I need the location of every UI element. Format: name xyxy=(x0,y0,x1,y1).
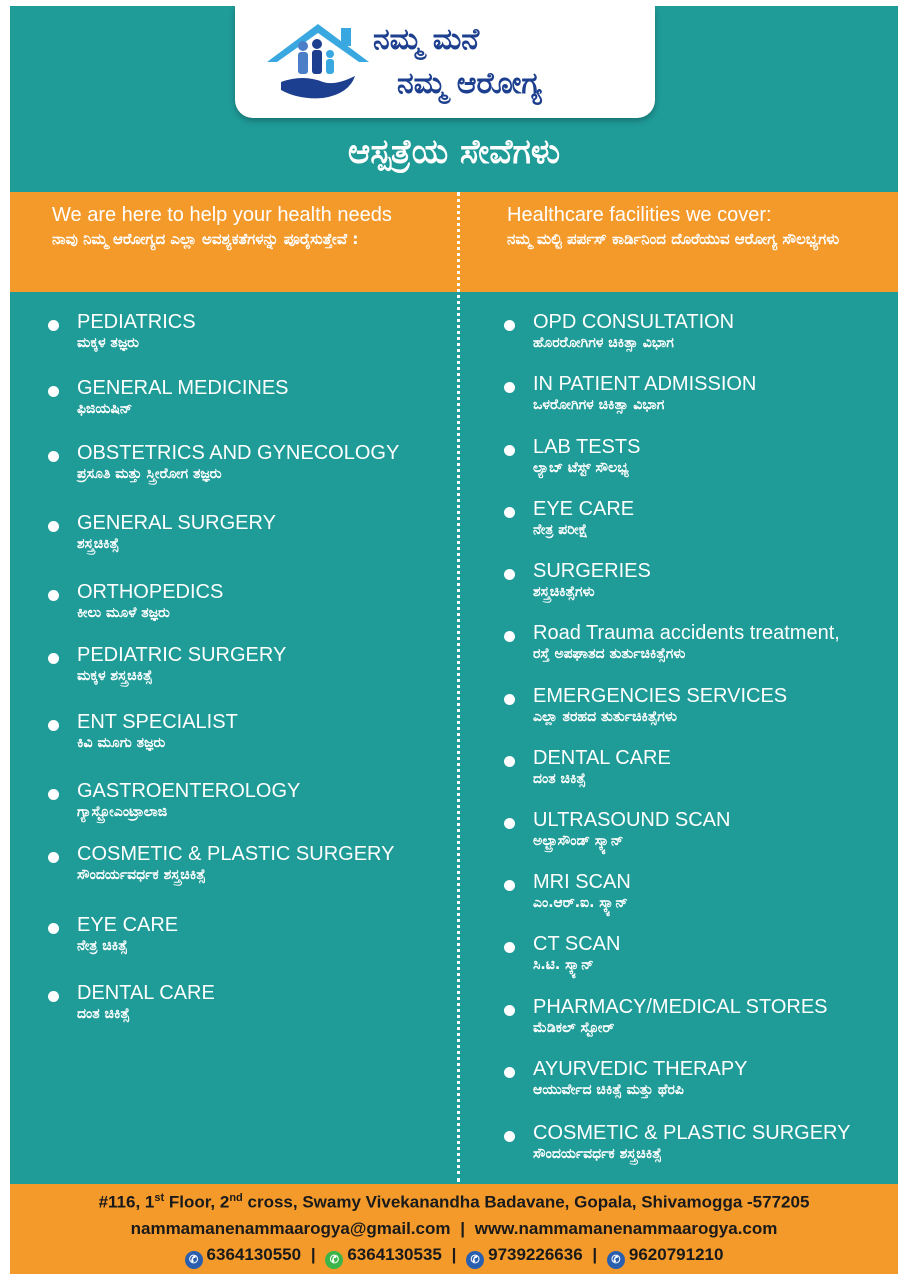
service-name: COSMETIC & PLASTIC SURGERY xyxy=(533,1122,851,1144)
service-name-kn: ಫಿಜಿಯಷಿನ್ xyxy=(77,401,133,417)
service-name-kn: ಒಳರೋಗಿಗಳ ಚಿಕಿತ್ಸಾ ವಿಭಾಗ xyxy=(533,397,665,413)
separator: | xyxy=(451,1245,457,1264)
service-name-kn: ನೇತ್ರ ಚಿಕಿತ್ಸೆ xyxy=(77,938,128,954)
service-name-kn: ಮಕ್ಕಳ ಶಸ್ತ್ರಚಿಕಿತ್ಸೆ xyxy=(77,668,153,684)
address-sup: nd xyxy=(229,1192,243,1204)
service-name: DENTAL CARE xyxy=(77,982,215,1004)
bullet-icon xyxy=(48,653,59,664)
intro-band xyxy=(10,192,898,292)
footer xyxy=(10,1184,898,1274)
address-sup: st xyxy=(154,1192,165,1204)
service-name: OBSTETRICS AND GYNECOLOGY xyxy=(77,442,400,464)
bullet-icon xyxy=(48,852,59,863)
intro-left-kn: ನಾವು ನಿಮ್ಮ ಆರೋಗ್ಯದ ಎಲ್ಲಾ ಅವಶ್ಯಕತೆಗಳನ್ನು ಪೂರೈಸುತ್ತೇವೆ : xyxy=(52,230,359,248)
phone-icon: ✆ xyxy=(607,1251,625,1269)
service-name-kn: ಎಂ.ಆರ್.ಐ. ಸ್ಕ್ಯಾನ್ xyxy=(533,895,628,911)
service-name-kn: ಸೌಂದರ್ಯವರ್ಧಕ ಶಸ್ತ್ರಚಿಕಿತ್ಸೆ xyxy=(77,867,206,883)
service-name: EYE CARE xyxy=(77,914,179,936)
bullet-icon xyxy=(48,320,59,331)
bullet-icon xyxy=(48,789,59,800)
bullet-icon xyxy=(504,569,515,580)
intro-right-kn: ನಮ್ಮ ಮಲ್ಟಿ ಪರ್ಪಸ್ ಕಾರ್ಡಿನಿಂದ ದೊರೆಯುವ ಆರೋಗ್ಯ ಸೌಲಭ್ಯಗಳು xyxy=(507,230,840,248)
intro-left xyxy=(52,204,452,251)
phone-line xyxy=(10,1245,898,1269)
logo-text-line2: ನಮ್ಮ ಆರೋಗ್ಯ xyxy=(397,66,542,101)
service-name: AYURVEDIC THERAPY xyxy=(533,1058,748,1080)
bullet-icon xyxy=(504,880,515,891)
intro-right xyxy=(507,204,887,251)
bullet-icon xyxy=(504,694,515,705)
contact-line xyxy=(10,1219,898,1239)
bullet-icon xyxy=(504,445,515,456)
bullet-icon xyxy=(504,320,515,331)
service-name-kn: ಅಲ್ಟ್ರಾಸೌಂಡ್ ಸ್ಕ್ಯಾನ್ xyxy=(533,833,624,849)
bullet-icon xyxy=(504,1005,515,1016)
service-name: PEDIATRIC SURGERY xyxy=(77,644,287,666)
service-name-kn: ದಂತ ಚಿಕಿತ್ಸೆ xyxy=(77,1006,130,1022)
logo-card xyxy=(235,6,655,118)
bullet-icon xyxy=(48,590,59,601)
service-name-kn: ರಸ್ತೆ ಅಪಘಾತದ ತುರ್ತುಚಿಕಿತ್ಸೆಗಳು xyxy=(533,646,686,662)
bullet-icon xyxy=(48,451,59,462)
service-name-kn: ಎಲ್ಲಾ ತರಹದ ತುರ್ತುಚಿಕಿತ್ಸೆಗಳು xyxy=(533,709,677,725)
service-name: LAB TESTS xyxy=(533,436,641,458)
bullet-icon xyxy=(504,942,515,953)
bullet-icon xyxy=(504,507,515,518)
bullet-icon xyxy=(504,1067,515,1078)
intro-left-en: We are here to help your health needs xyxy=(52,204,392,226)
bullet-icon xyxy=(48,386,59,397)
service-name: GASTROENTEROLOGY xyxy=(77,780,301,802)
page-title: ಆಸ್ಪತ್ರೆಯ ಸೇವೆಗಳು xyxy=(347,132,561,172)
service-name: ENT SPECIALIST xyxy=(77,711,238,733)
service-name: DENTAL CARE xyxy=(533,747,671,769)
poster xyxy=(10,6,898,1274)
service-name: SURGERIES xyxy=(533,560,651,582)
bullet-icon xyxy=(48,720,59,731)
address xyxy=(10,1192,898,1213)
separator: | xyxy=(592,1245,598,1264)
service-name: GENERAL MEDICINES xyxy=(77,377,289,399)
service-name-kn: ಮೆಡಿಕಲ್ ಸ್ಟೋರ್ xyxy=(533,1020,615,1036)
service-name: ORTHOPEDICS xyxy=(77,581,224,603)
service-name: GENERAL SURGERY xyxy=(77,512,276,534)
bullet-icon xyxy=(504,756,515,767)
bullet-icon xyxy=(504,631,515,642)
separator: | xyxy=(310,1245,316,1264)
service-name-kn: ಕಿವಿ ಮೂಗು ತಜ್ಞರು xyxy=(77,735,166,751)
service-name-kn: ಶಸ್ತ್ರಚಿಕಿತ್ಸೆ xyxy=(77,536,119,552)
service-name: EMERGENCIES SERVICES xyxy=(533,685,788,707)
service-name-kn: ಆಯುರ್ವೇದ ಚಿಕಿತ್ಸೆ ಮತ್ತು ಥೆರಪಿ xyxy=(533,1082,684,1098)
website-link[interactable]: www.nammamanenammaarogya.com xyxy=(474,1219,778,1238)
service-name: PHARMACY/MEDICAL STORES xyxy=(533,996,828,1018)
address-part: Floor, 2 xyxy=(164,1192,230,1212)
bullet-icon xyxy=(504,818,515,829)
service-name: EYE CARE xyxy=(533,498,635,520)
service-name-kn: ಕೀಲು ಮೂಳೆ ತಜ್ಞರು xyxy=(77,605,170,621)
service-name: OPD CONSULTATION xyxy=(533,311,735,333)
service-name-kn: ದಂತ ಚಿಕಿತ್ಸೆ xyxy=(533,771,586,787)
service-name-kn: ಸಿ.ಟಿ. ಸ್ಕ್ಯಾನ್ xyxy=(533,957,594,973)
service-name-kn: ಗ್ಯಾಸ್ಟ್ರೋಎಂಟ್ರಾಲಾಜಿ xyxy=(77,804,168,820)
bullet-icon xyxy=(48,991,59,1002)
service-name: COSMETIC & PLASTIC SURGERY xyxy=(77,843,395,865)
service-name-kn: ಶಸ್ತ್ರಚಿಕಿತ್ಸೆಗಳು xyxy=(533,584,595,600)
phone-number[interactable]: 6364130535 xyxy=(347,1245,442,1264)
address-part: cross, Swamy Vivekanandha Badavane, Gopala, Shivamogga -577205 xyxy=(242,1192,810,1212)
bullet-icon xyxy=(504,382,515,393)
service-name: Road Trauma accidents treatment, xyxy=(533,622,840,644)
column-divider xyxy=(457,192,460,1182)
whatsapp-icon: ✆ xyxy=(325,1251,343,1269)
service-name: MRI SCAN xyxy=(533,871,631,893)
home-care-logo-icon xyxy=(263,20,373,106)
logo-text-line1: ನಮ್ಮ ಮನೆ xyxy=(373,22,480,57)
separator: | xyxy=(460,1219,465,1238)
service-name-kn: ಪ್ರಸೂತಿ ಮತ್ತು ಸ್ತ್ರೀರೋಗ ತಜ್ಞರು xyxy=(77,466,222,482)
bullet-icon xyxy=(48,923,59,934)
service-name: ULTRASOUND SCAN xyxy=(533,809,731,831)
phone-number[interactable]: 9739226636 xyxy=(488,1245,583,1264)
intro-right-en: Healthcare facilities we cover: xyxy=(507,204,772,226)
phone-icon: ✆ xyxy=(185,1251,203,1269)
service-name: IN PATIENT ADMISSION xyxy=(533,373,757,395)
phone-icon: ✆ xyxy=(466,1251,484,1269)
phone-number[interactable]: 9620791210 xyxy=(628,1245,724,1264)
phone-number[interactable]: 6364130550 xyxy=(206,1245,302,1264)
bullet-icon xyxy=(504,1131,515,1142)
service-name: PEDIATRICS xyxy=(77,311,196,333)
service-name-kn: ಮಕ್ಕಳ ತಜ್ಞರು xyxy=(77,335,140,351)
address-part: #116, 1 xyxy=(98,1192,155,1212)
service-name-kn: ಲ್ಯಾಬ್ ಟೆಸ್ಟ್ ಸೌಲಭ್ಯ xyxy=(533,460,629,476)
service-name-kn: ಸೌಂದರ್ಯವರ್ಧಕ ಶಸ್ತ್ರಚಿಕಿತ್ಸೆ xyxy=(533,1146,662,1162)
service-name-kn: ಹೊರರೋಗಿಗಳ ಚಿಕಿತ್ಸಾ ವಿಭಾಗ xyxy=(533,335,674,351)
bullet-icon xyxy=(48,521,59,532)
email-link[interactable]: nammamanenammaarogya@gmail.com xyxy=(130,1219,451,1238)
service-name-kn: ನೇತ್ರ ಪರೀಕ್ಷೆ xyxy=(533,522,588,538)
service-name: CT SCAN xyxy=(533,933,621,955)
